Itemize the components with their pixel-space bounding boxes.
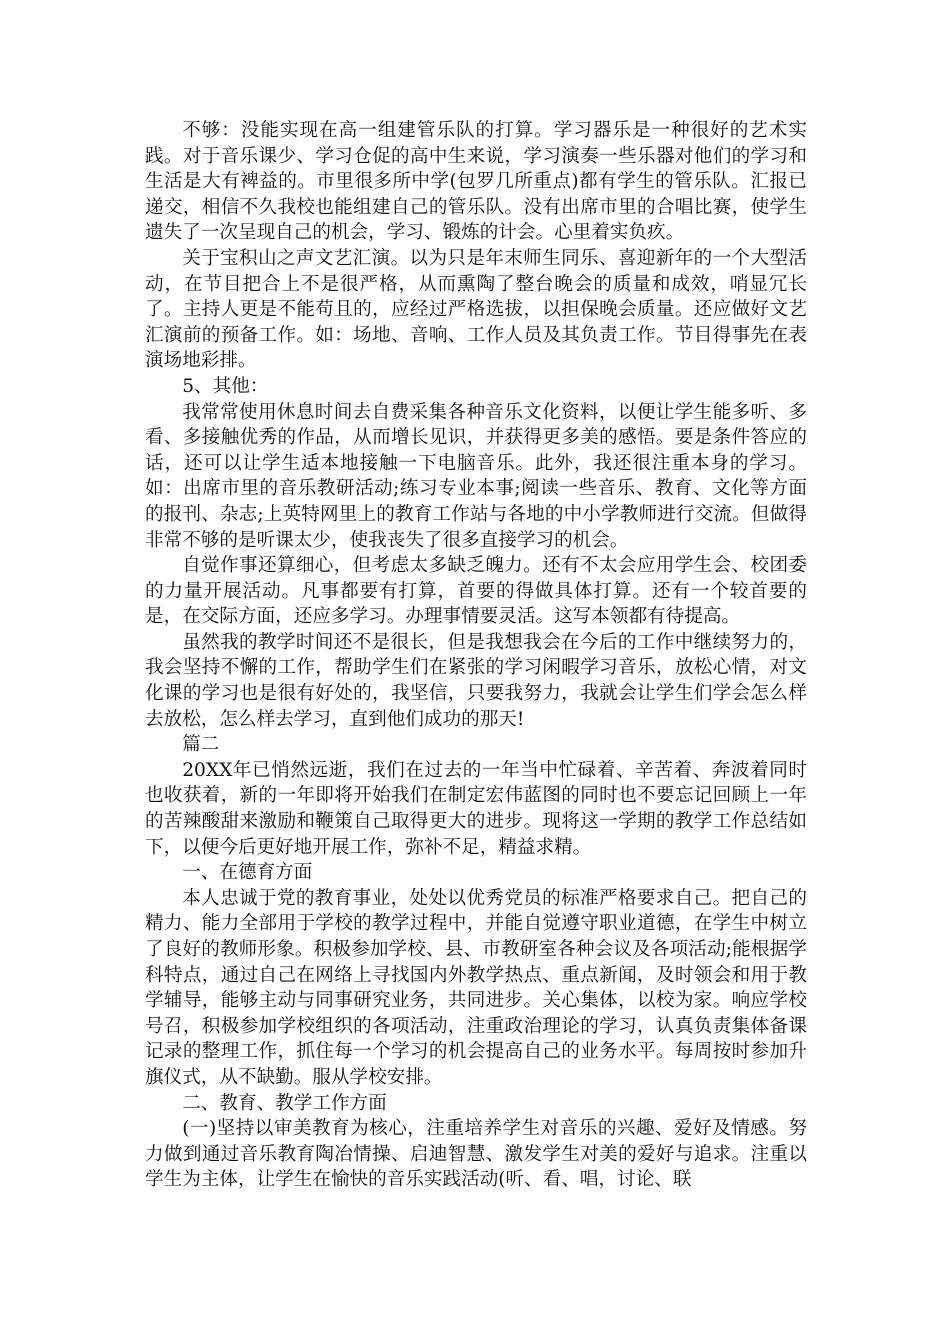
section-heading: 篇二 <box>182 734 220 756</box>
paragraph: 虽然我的教学时间还不是很长，但是我想我会在今后的工作中继续努力的，我会坚持不懈的工作，帮助学生们在紧张的学习闲暇学习音乐，放松心情，对文化课的学习也是很有好处的，我坚信，只要我努力，我就会让学生们学会怎么样去放松，怎么样去学习，直到他们成功的那天! <box>145 631 807 730</box>
paragraph: 自觉作事还算细心，但考虑太多缺乏魄力。还有不太会应用学生会、校团委的力量开展活动。凡事都要有打算，首要的得做具体打算。还有一个较首要的是，在交际方面，还应多学习。办理事情要灵活。这写本领都有待提高。 <box>145 555 807 628</box>
section-heading: 一、在德育方面 <box>182 862 313 884</box>
section-heading: 5、其他： <box>182 375 269 397</box>
paragraph: (一)坚持以审美教育为核心，注重培养学生对音乐的兴趣、爱好及情感。努力做到通过音乐教育陶冶情操、启迪智慧、激发学生对美的爱好与追求。注重以学生为主体，让学生在愉快的音乐实践活动(听、看、唱，讨论、联 <box>145 1118 807 1191</box>
paragraph: 关于宝积山之声文艺汇演。以为只是年末师生同乐、喜迎新年的一个大型活动，在节目把合上不是很严格，从而熏陶了整台晚会的质量和成效，哨显冗长了。主持人更是不能苟且的，应经过严格选拔，以担保晚会质量。还应做好文艺汇演前的预备工作。如：场地、音响、工作人员及其负责工作。节目得事先在表演场地彩排。 <box>145 247 807 372</box>
paragraph: 不够：没能实现在高一组建管乐队的打算。学习器乐是一种很好的艺术实践。对于音乐课少、学习仓促的高中生来说，学习演奏一些乐器对他们的学习和生活是大有裨益的。市里很多所中学(包罗几所重点)都有学生的管乐队。汇报已递交，相信不久我校也能组建自己的管乐队。没有出席市里的合唱比赛，使学生遗失了一次呈现自己的机会，学习、锻炼的计会。心里着实负疚。 <box>145 120 807 244</box>
paragraph: 本人忠诚于党的教育事业，处处以优秀党员的标准严格要求自己。把自己的精力、能力全部用于学校的教学过程中，并能自觉遵守职业道德，在学生中树立了良好的教师形象。积极参加学校、县、市教研室各种会议及各项活动;能根据学科特点，通过自己在网络上寻找国内外教学热点、重点新闻，及时领会和用于教学辅导，能够主动与同事研究业务，共同进步。关心集体，以校为家。响应学校号召，积极参加学校组织的各项活动，注重政治理论的学习，认真负责集体备课记录的整理工作，抓住每一个学习的机会提高自己的业务水平。每周按时参加升旗仪式，从不缺勤。服从学校安排。 <box>145 887 807 1088</box>
paragraph: 我常常使用休息时间去自费采集各种音乐文化资料，以便让学生能多听、多看、多接触优秀的作品，从而增长见识，并获得更多美的感悟。要是条件答应的话，还可以让学生适本地接触一下电脑音乐。此外，我还很注重本身的学习。如：出席市里的音乐教研活动;练习专业本事;阅读一些音乐、教育、文化等方面的报刊、杂志;上英特网里上的教育工作站与各地的中小学教师进行交流。但做得非常不够的是听课太少，使我丧失了很多直接学习的机会。 <box>145 401 807 551</box>
paragraph: 20XX年已悄然远逝，我们在过去的一年当中忙碌着、辛苦着、奔波着同时也收获着，新的一年即将开始我们在制定宏伟蓝图的同时也不要忘记回顾上一年的苦辣酸甜来激励和鞭策自己取得更大的进步。现将这一学期的教学工作总结如下，以便今后更好地开展工作，弥补不足，精益求精。 <box>145 759 807 858</box>
document-body <box>145 118 807 1193</box>
section-heading: 二、教育、教学工作方面 <box>182 1092 387 1114</box>
